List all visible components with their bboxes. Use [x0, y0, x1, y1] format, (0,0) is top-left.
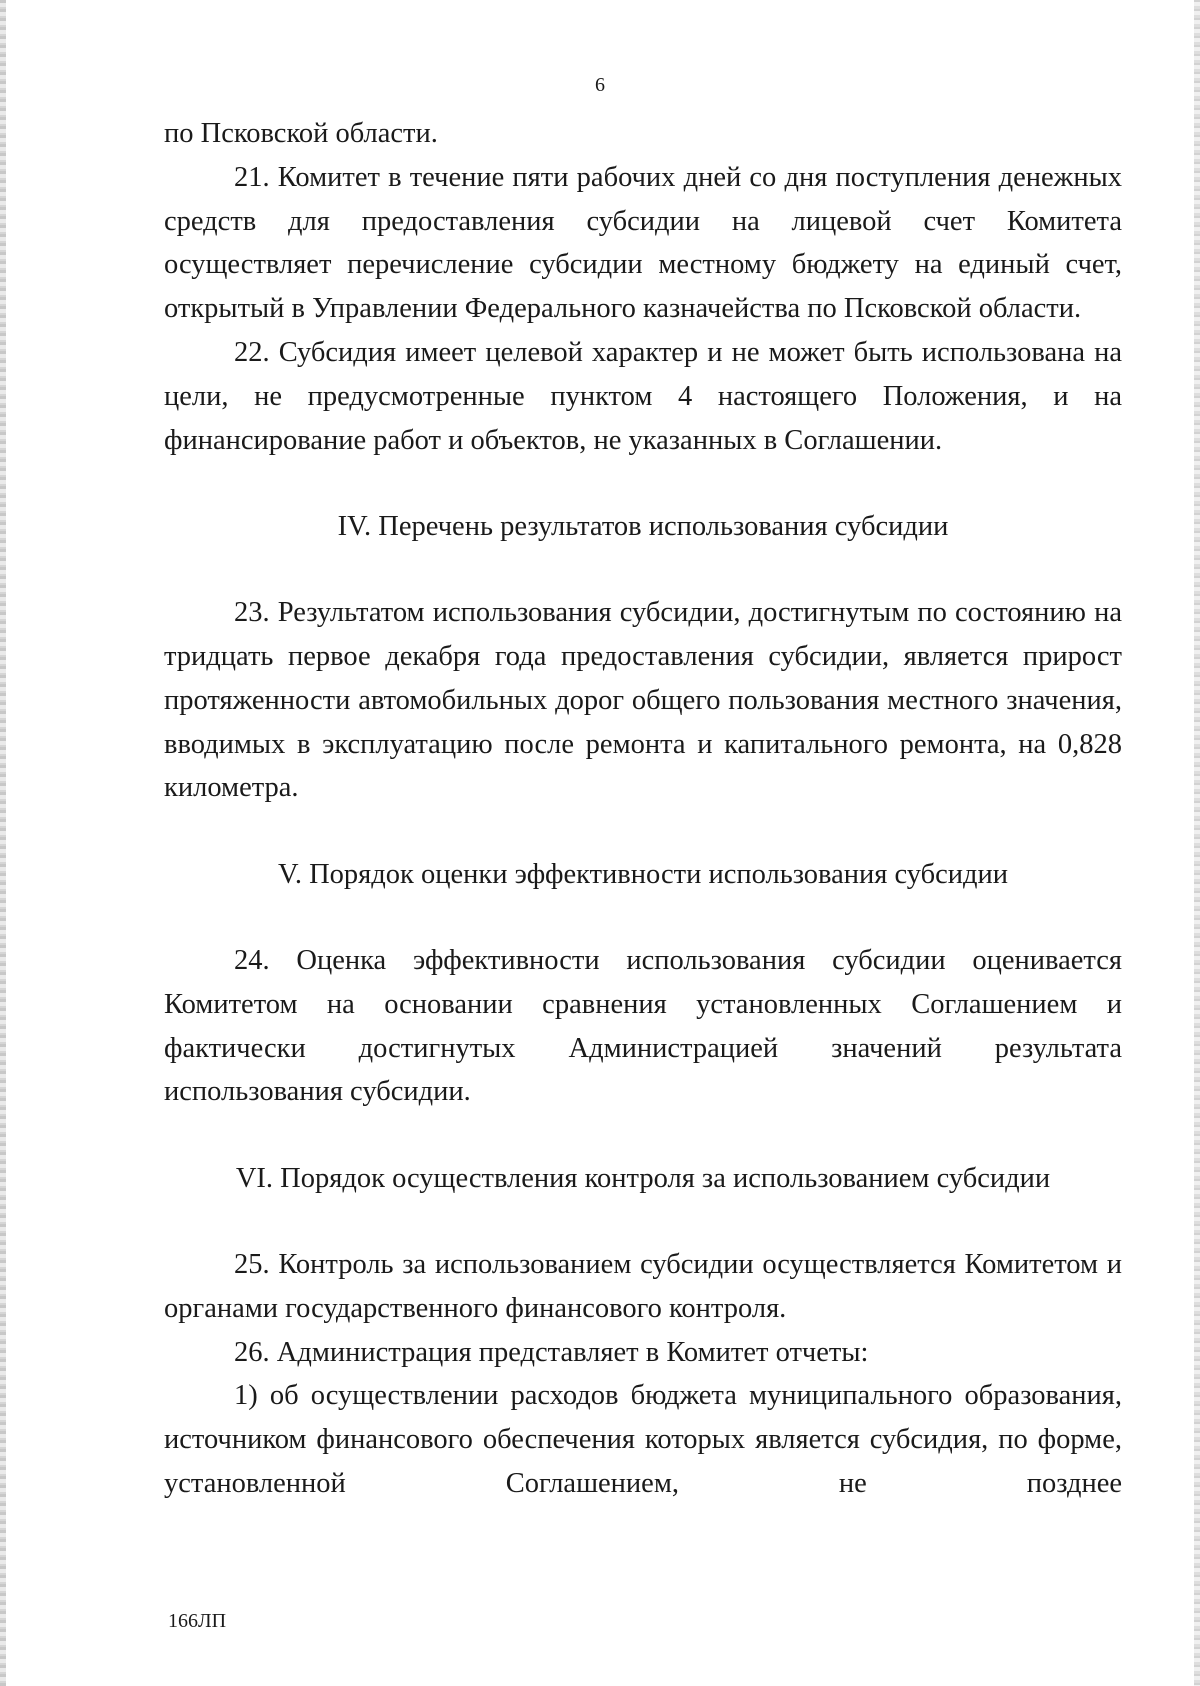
scan-edge-left — [0, 0, 6, 1686]
page-number: 6 — [595, 74, 605, 96]
paragraph-25: 25. Контроль за использованием субсидии осуществляется Комитетом и органами государственного финансового контроля. — [164, 1248, 1122, 1324]
paragraph-23: 23. Результатом использования субсидии, достигнутым по состоянию на тридцать первое декабря года предоставления субсидии, является прирост протяженности автомобильных дорог общего пользования местного значения, вводимых в эксплуатацию после ремонта и капитального ремонта, на 0,828 километра. — [164, 597, 1122, 804]
spacer — [164, 549, 1122, 591]
paragraph-24: 24. Оценка эффективности использования субсидии оценивается Комитетом на основании сравнения установленных Соглашением и фактически достигнутых Администрацией значений результата использования субсидии. — [164, 944, 1122, 1108]
spacer — [164, 1201, 1122, 1243]
paragraph-22: 22. Субсидия имеет целевой характер и не может быть использована на цели, не предусмотренные пунктом 4 настоящего Положения, и на финансирование работ и объектов, не указанных в Соглашении. — [164, 336, 1122, 456]
section-heading-vi: VI. Порядок осуществления контроля за использованием субсидии — [235, 1163, 1051, 1195]
spacer — [164, 810, 1122, 853]
paragraph-26: 26. Администрация представляет в Комитет отчеты: — [234, 1336, 869, 1368]
scan-edge-right — [1194, 0, 1200, 1686]
spacer — [164, 462, 1122, 505]
spacer — [164, 1114, 1122, 1157]
paragraph-21: 21. Комитет в течение пяти рабочих дней со дня поступления денежных средств для предоставления субсидии на лицевой счет Комитета осуществляет перечисление субсидии местному бюджету на единый счет, открытый в Управлении Федерального казначейства по Псковской области. — [164, 161, 1122, 325]
paragraph-26-item-1: 1) об осуществлении расходов бюджета муниципального образования, источником финансового обеспечения которых является субсидия, по форме, установленной Соглашением, не позднее — [164, 1380, 1122, 1499]
section-heading-v: V. Порядок оценки эффективности использования субсидии — [277, 859, 1009, 891]
spacer — [164, 897, 1122, 939]
paragraph-continuation: по Псковской области. — [164, 118, 438, 149]
section-heading-iv: IV. Перечень результатов использования субсидии — [337, 511, 949, 543]
document-body — [164, 112, 1122, 1506]
document-code: 166ЛП — [168, 1610, 227, 1632]
